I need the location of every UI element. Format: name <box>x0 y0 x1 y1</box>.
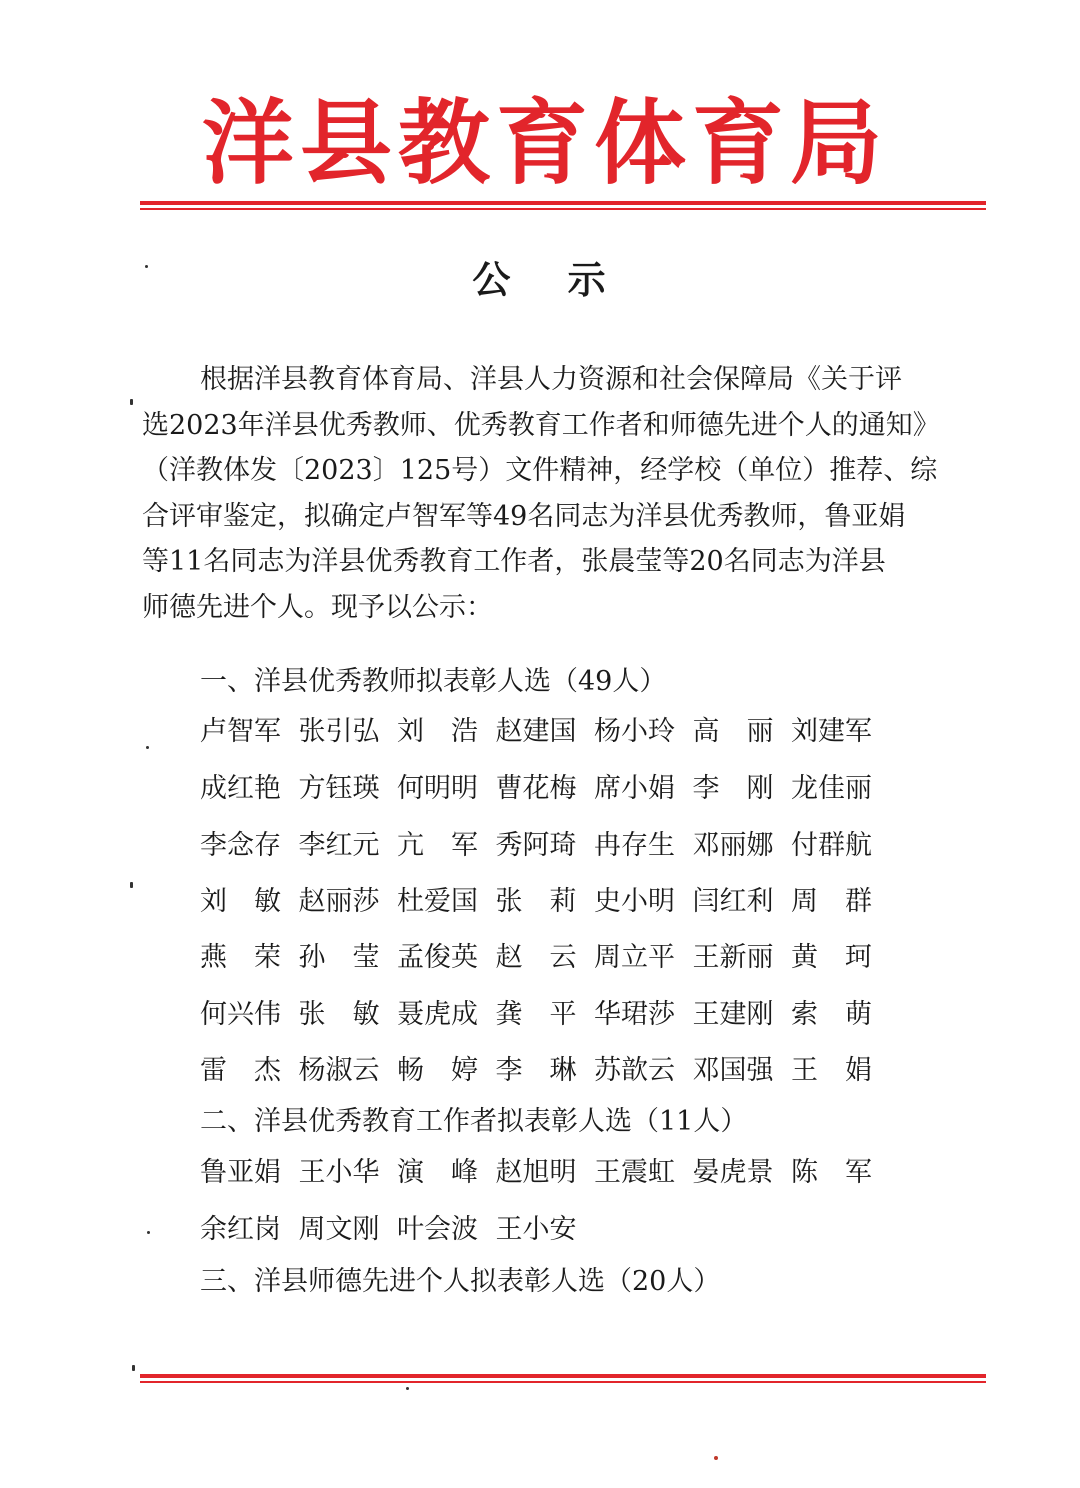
scan-speck <box>146 746 149 749</box>
scan-speck <box>130 399 133 405</box>
paragraph-line: 等11名同志为洋县优秀教育工作者，张晨莹等20名同志为洋县 <box>142 546 886 577</box>
name-row <box>200 826 890 866</box>
section-heading-teachers: 一、洋县优秀教师拟表彰人选（49人） <box>200 666 667 697</box>
awardee-name: 何兴伟 <box>200 999 281 1030</box>
awardee-name: 冉存生 <box>594 830 675 861</box>
name-row <box>200 882 890 922</box>
scan-speck <box>130 882 133 888</box>
awardee-name: 方钰瑛 <box>298 773 380 804</box>
awardee-name: 鲁亚娟 <box>200 1157 281 1188</box>
name-row <box>200 1051 890 1091</box>
awardee-name: 张引弘 <box>298 716 380 747</box>
awardee-name: 杨小玲 <box>594 716 675 747</box>
footer-rule-top <box>140 1374 986 1378</box>
awardee-name: 李 琳 <box>495 1055 577 1086</box>
awardee-name: 赵建国 <box>495 716 577 747</box>
awardee-name: 赵丽莎 <box>298 886 380 917</box>
paragraph-line: 选2023年洋县优秀教师、优秀教育工作者和师德先进个人的通知》 <box>142 409 940 441</box>
scan-speck <box>714 1456 718 1460</box>
awardee-name: 张 敏 <box>298 999 380 1030</box>
awardee-name: 王 娟 <box>791 1055 872 1086</box>
notice-paragraph <box>142 357 947 630</box>
awardee-name: 秀阿琦 <box>495 830 577 861</box>
awardee-name: 燕 荣 <box>200 942 281 973</box>
awardee-name: 李 刚 <box>692 773 774 804</box>
name-row <box>200 1210 594 1250</box>
awardee-name: 亢 军 <box>397 830 478 861</box>
scan-speck <box>145 265 148 268</box>
awardee-name: 晏虎景 <box>692 1157 774 1188</box>
name-row <box>200 995 890 1035</box>
awardee-name: 周立平 <box>594 942 675 973</box>
awardee-name: 卢智军 <box>200 716 281 747</box>
paragraph-line: 师德先进个人。现予以公示： <box>142 591 493 623</box>
awardee-name: 杨淑云 <box>298 1055 380 1086</box>
awardee-name: 畅 婷 <box>397 1055 478 1086</box>
awardee-name: 苏歆云 <box>594 1055 675 1086</box>
awardee-name: 孟俊英 <box>397 942 478 973</box>
awardee-name: 席小娟 <box>594 773 675 804</box>
section-heading-ethics: 三、洋县师德先进个人拟表彰人选（20人） <box>200 1266 721 1297</box>
scan-speck <box>147 1231 150 1234</box>
awardee-name: 余红岗 <box>200 1214 281 1245</box>
awardee-name: 龚 平 <box>495 999 577 1030</box>
awardee-name: 李红元 <box>298 830 380 861</box>
awardee-name: 史小明 <box>594 886 675 917</box>
awardee-name: 邓丽娜 <box>692 830 774 861</box>
awardee-name: 杜爱国 <box>397 886 478 917</box>
awardee-name: 孙 莹 <box>298 942 380 973</box>
awardee-name: 陈 军 <box>791 1157 872 1188</box>
awardee-name: 何明明 <box>397 773 478 804</box>
paragraph-line: 根据洋县教育体育局、洋县人力资源和社会保障局《关于评 <box>200 364 902 395</box>
awardee-name: 聂虎成 <box>397 999 478 1030</box>
awardee-name: 龙佳丽 <box>791 773 872 804</box>
name-row <box>200 1153 890 1193</box>
paragraph-line: 合评审鉴定，拟确定卢智军等49名同志为洋县优秀教师，鲁亚娟 <box>142 500 906 532</box>
awardee-name: 闫红利 <box>692 886 774 917</box>
name-row <box>200 938 890 978</box>
scan-speck <box>406 1387 409 1390</box>
awardee-name: 张 莉 <box>495 886 577 917</box>
awardee-name: 赵 云 <box>495 942 577 973</box>
awardee-name: 付群航 <box>791 830 872 861</box>
awardee-name: 成红艳 <box>200 773 281 804</box>
scan-speck <box>132 1365 135 1371</box>
awardee-name: 王震虹 <box>594 1157 675 1188</box>
awardee-name: 高 丽 <box>692 716 774 747</box>
awardee-name: 赵旭明 <box>495 1157 577 1188</box>
awardee-name: 叶会波 <box>397 1214 478 1245</box>
letterhead-rule-bottom <box>140 208 986 210</box>
awardee-name: 王小安 <box>495 1214 577 1245</box>
paragraph-line: （洋教体发〔2023〕125号）文件精神，经学校（单位）推荐、综 <box>142 455 938 486</box>
awardee-name: 王新丽 <box>692 942 774 973</box>
awardee-name: 黄 珂 <box>791 942 872 973</box>
awardee-name: 曹花梅 <box>495 773 577 804</box>
awardee-name: 王建刚 <box>692 999 774 1030</box>
awardee-name: 雷 杰 <box>200 1055 281 1086</box>
awardee-name: 邓国强 <box>692 1055 774 1086</box>
awardee-name: 索 萌 <box>791 999 872 1030</box>
awardee-name: 刘 浩 <box>397 716 478 747</box>
awardee-name: 刘 敏 <box>200 886 281 917</box>
letterhead-title: 洋县教育体育局 <box>201 89 888 197</box>
awardee-name: 王小华 <box>298 1157 380 1188</box>
notice-title: 公 示 <box>472 257 628 302</box>
footer-rule-bottom <box>140 1381 986 1383</box>
awardee-name: 华珺莎 <box>594 999 675 1030</box>
letterhead-rule-top <box>140 201 986 205</box>
name-row <box>200 712 890 752</box>
awardee-name: 周文刚 <box>298 1214 380 1245</box>
section-heading-educators: 二、洋县优秀教育工作者拟表彰人选（11人） <box>200 1106 748 1137</box>
awardee-name: 李念存 <box>200 830 281 861</box>
awardee-name: 演 峰 <box>397 1157 478 1188</box>
awardee-name: 周 群 <box>791 886 872 917</box>
awardee-name: 刘建军 <box>791 716 872 747</box>
name-row <box>200 769 890 809</box>
